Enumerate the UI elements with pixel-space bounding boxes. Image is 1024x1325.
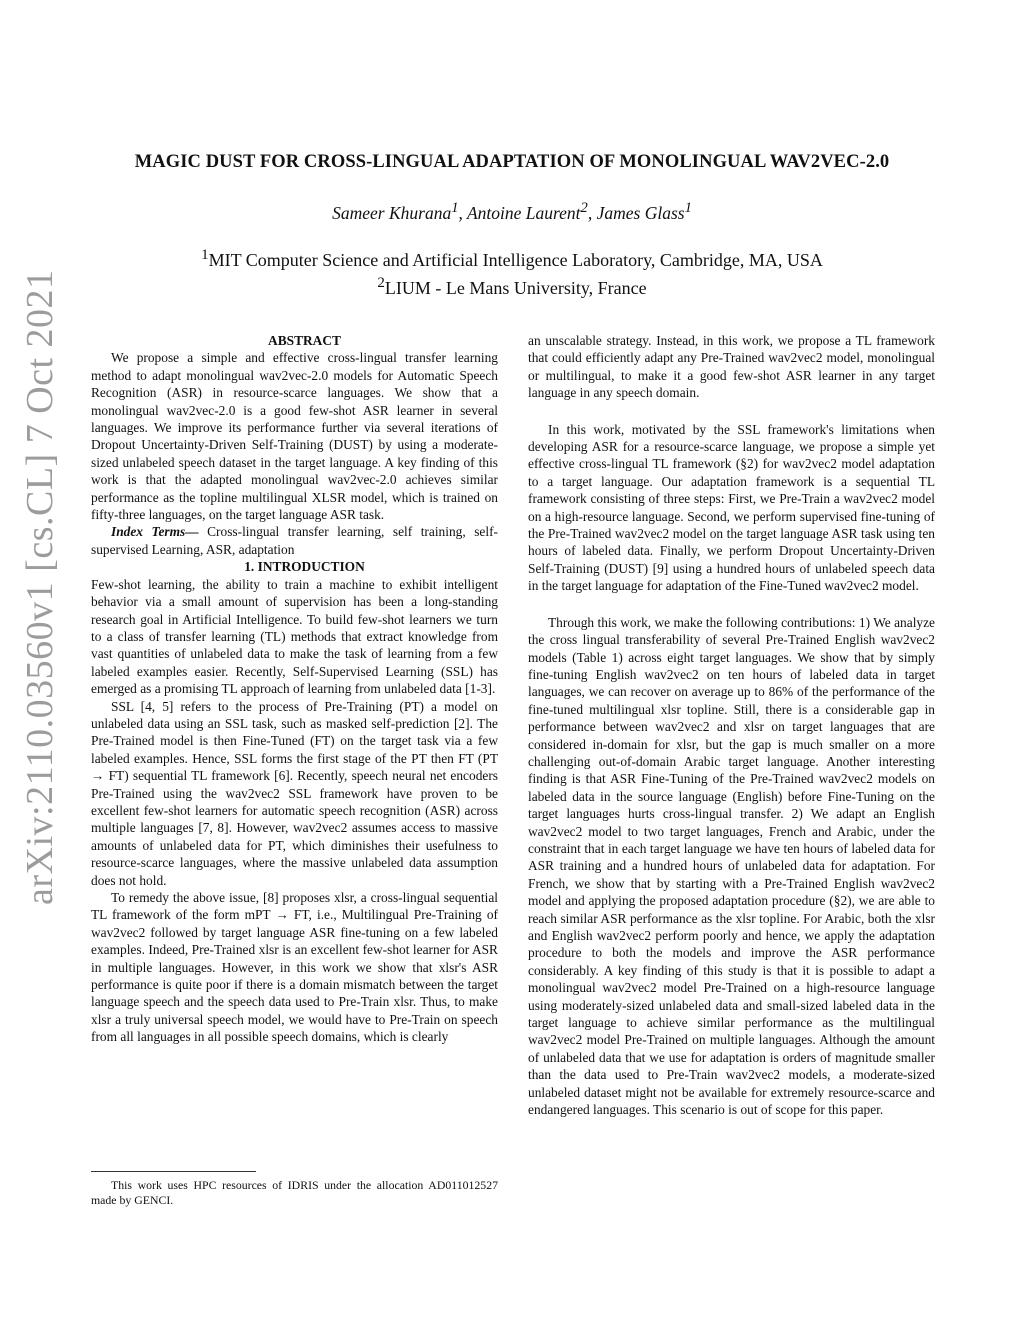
body-paragraph: Through this work, we make the following contributions: 1) We analyze the cross lingual transferability of several Pre-Trained English wav2vec2 models (Table 1) across eight target languages. We show that by simply fine-tuning English wav2vec2 on ten hours of labeled data in target languages, we can recover on average up to 86% of the performance of the fine-tuned multilingual xlsr topline. Still, there is a considerable gap in performance between wav2vec2 and xlsr on target languages that are considered in-domain for xlsr, but the gap is much smaller on a more challenging out-of-domain Arabic target language. Another interesting finding is that ASR Fine-Tuning of the Pre-Trained wav2vec2 models on labeled data in the source language (English) before Fine-Tuning on the target languages hurts cross-lingual transfer. 2) We adapt an English wav2vec2 model to two target languages, French and Arabic, under the constraint that in each target language we have ten hours of labeled data for ASR training and a hundred hours of unlabeled data for adaptation. For French, we show that by starting with a Pre-Trained English wav2vec2 model and applying the proposed adaptation procedure (§2), we are able to reach similar ASR performance as the xlsr topline. For Arabic, both the xlsr and English wav2vec2 perform poorly and hence, we apply the adaptation procedure to both the models and improve the ASR performance considerably. A key finding of this study is that it is possible to adapt a monolingual wav2vec2 model Pre-Trained on a high-resource language using moderately-sized unlabeled data and small-sized labeled data in the target language to achieve similar performance as the multilingual wav2vec2 model Pre-Trained on multiple languages. Although the amount of unlabeled data that we use for adaptation is orders of magnitude smaller than the data used to Pre-Train wav2vec2 models, a moderate-sized unlabeled dataset might not be available for extremely resource-scarce and endangered languages. This scenario is out of scope for this paper.: [528, 614, 935, 1118]
intro-heading: 1. INTRODUCTION: [244, 559, 365, 575]
paper-title: MAGIC DUST FOR CROSS-LINGUAL ADAPTATION OF MONOLINGUAL WAV2VEC-2.0: [134, 152, 890, 172]
footnote: This work uses HPC resources of IDRIS under the allocation AD011012527 made by GENCI.: [91, 1178, 498, 1207]
affiliation-2: $^2$LIUM - Le Mans University, France: [377, 275, 647, 298]
affiliations: [0, 244, 1024, 300]
intro-paragraph: SSL [4, 5] refers to the process of Pre-Training (PT) a model on unlabeled data using an SSL task, such as masked self-prediction [2]. The Pre-Trained model is then Fine-Tuned (FT) on the target task via a few labeled examples. Hence, SSL forms the first stage of the PT then FT (PT → FT) sequential TL framework [6]. Recently, speech neural net encoders Pre-Trained using the wav2vec2 SSL framework have proven to be excellent few-shot learners for automatic speech recognition (ASR) across multiple languages [7, 8]. However, wav2vec2 assumes access to massive amounts of unlabeled data for PT, which diminishes their usefulness to resource-scarce languages, where the massive unlabeled data assumption does not hold.: [91, 698, 498, 888]
author-affil-mark: 1: [451, 200, 459, 216]
affiliation-1: $^1$MIT Computer Science and Artificial Intelligence Laboratory, Cambridge, MA, USA: [201, 247, 823, 270]
intro-paragraph: Few-shot learning, the ability to train a machine to exhibit intelligent behavior via a small amount of supervision has been a long-standing research goal in Artificial Intelligence. To build few-shot learners we turn to a class of transfer learning (TL) methods that extract knowledge from vast quantities of unlabeled data to make the task of learning from a few labeled examples easier. Recently, Self-Supervised Learning (SSL) has emerged as a promising TL approach of learning from unlabeled data [1-3].: [91, 576, 498, 697]
intro-paragraph: To remedy the above issue, [8] proposes xlsr, a cross-lingual sequential TL framework of the form mPT → FT, i.e., Multilingual Pre-Training of wav2vec2 followed by target language ASR fine-tuning on a few labeled examples. Indeed, Pre-Trained xlsr is an excellent few-shot learner for ASR in multiple languages. However, in this work we show that xlsr's ASR performance is quite poor if there is a domain mismatch between the target language speech and the speech data used to Pre-Train xlsr. Thus, to make xlsr a truly universal speech model, we would have to Pre-Train on speech from all languages in all possible speech domains, which is clearly: [91, 890, 498, 1045]
author-name: James Glass: [596, 202, 685, 223]
left-column: [91, 332, 498, 1046]
author-affil-mark: 2: [580, 200, 588, 216]
author-name: Antoine Laurent: [466, 202, 581, 223]
right-column: [528, 332, 935, 1118]
author-name: Sameer Khurana: [332, 202, 452, 223]
body-paragraph: an unscalable strategy. Instead, in this work, we propose a TL framework that could efficiently adapt any Pre-Trained wav2vec2 model, monolingual or multilingual, to make it a good few-shot ASR learner in any target language in any speech domain.: [528, 333, 935, 401]
abstract-text: We propose a simple and effective cross-lingual transfer learning method to adapt monolingual wav2vec-2.0 models for Automatic Speech Recognition (ASR) in resource-scarce languages. We show that a monolingual wav2vec-2.0 is a good few-shot ASR learner in several languages. We improve its performance further via several iterations of Dropout Uncertainty-Driven Self-Training (DUST) by using a moderate-sized unlabeled speech dataset in the target language. A key finding of this work is that the adapted monolingual wav2vec-2.0 achieves similar performance as the topline multilingual XLSR model, which is trained on fifty-three languages, on the target language ASR task.: [91, 350, 498, 523]
author-affil-mark: 1: [684, 200, 692, 216]
index-terms: Index Terms— Cross-lingual transfer learning, self training, self-supervised Learning, ASR, adaptation: [91, 524, 499, 557]
abstract-heading: ABSTRACT: [268, 333, 341, 348]
arxiv-identifier: arXiv:2110.03560v1 [cs.CL] 7 Oct 2021: [19, 269, 61, 905]
body-paragraph: In this work, motivated by the SSL framework's limitations when developing ASR for a resource-scarce language, we propose a simple yet effective cross-lingual TL framework (§2) for wav2vec2 model adaptation to a target language. Our adaptation framework is a sequential TL framework consisting of three steps: First, we Pre-Train a wav2vec2 model on a high-resource language. Second, we perform supervised fine-tuning of the Pre-Trained wav2vec2 model on the target language ASR task using ten hours of labeled data. Finally, we perform Dropout Uncertainty-Driven Self-Training (DUST) [9] using a hundred hours of unlabeled speech data in the target language for adaptation of the Fine-Tuned wav2vec2 model.: [528, 421, 935, 594]
author-list: Sameer Khurana$^1$, Antoine Laurent$^2$, James Glass$^1$: [332, 200, 692, 223]
footnote-rule: [91, 1171, 256, 1172]
